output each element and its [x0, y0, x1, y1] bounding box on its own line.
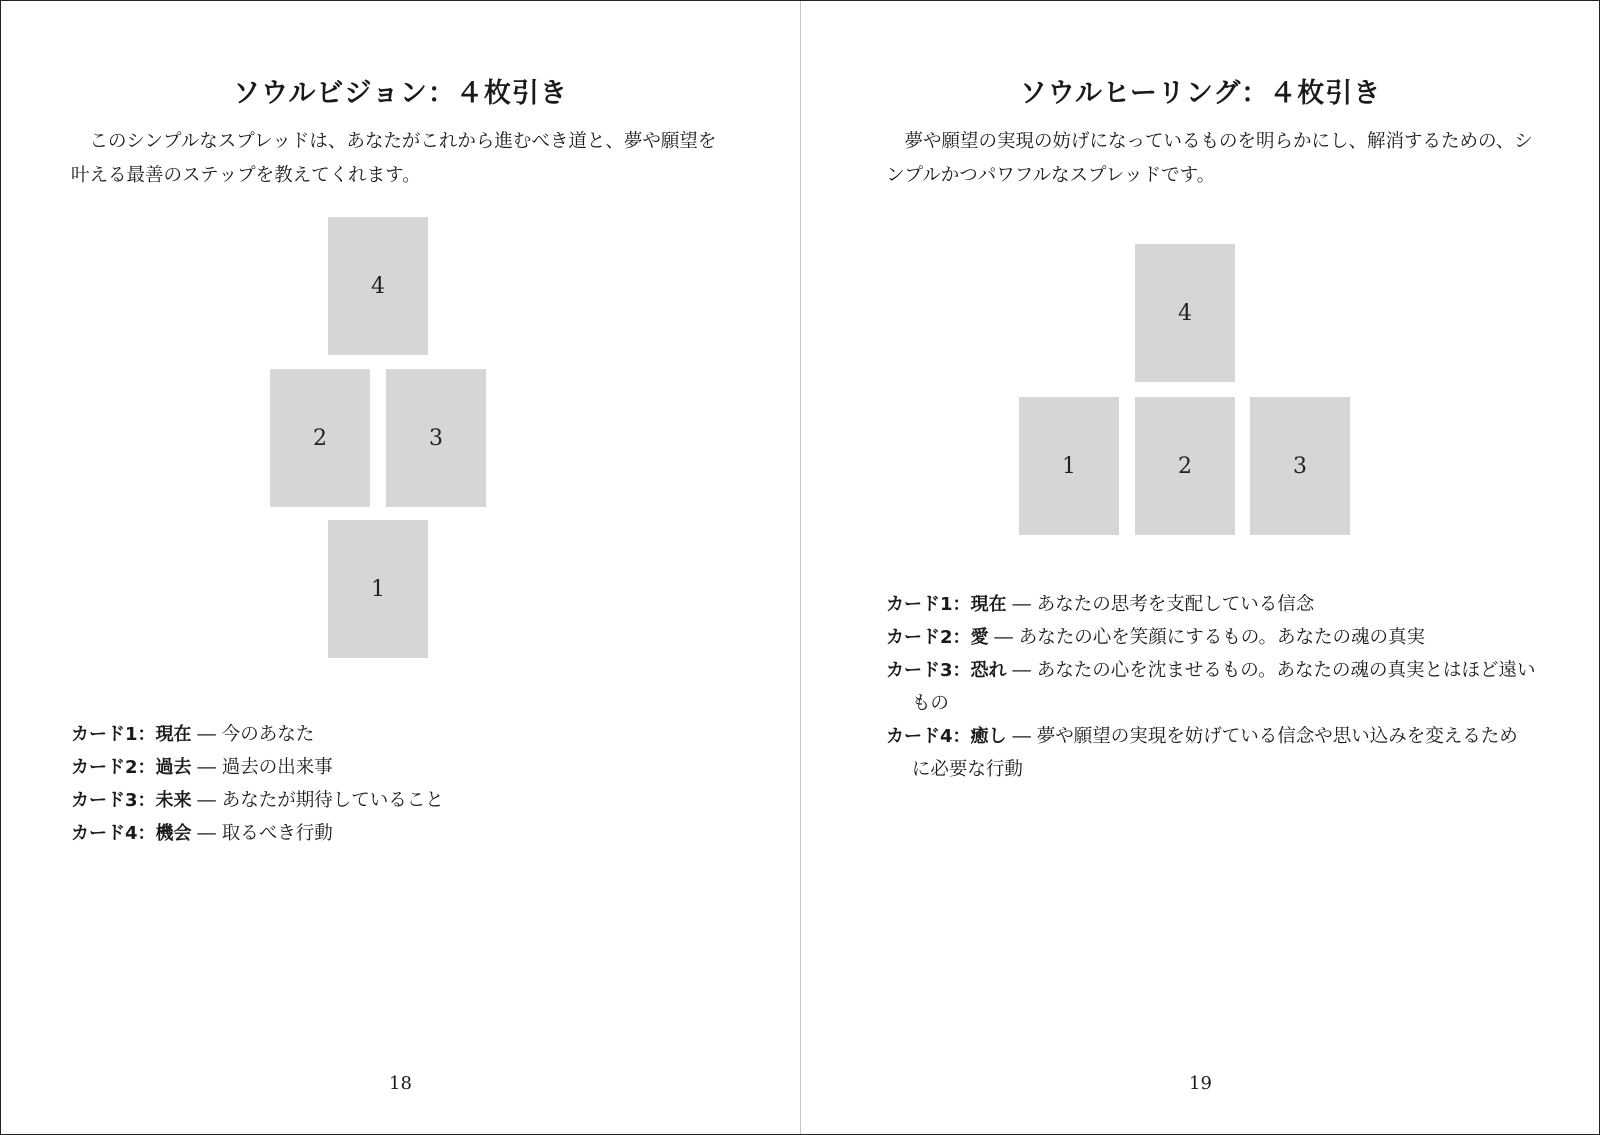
card-definition	[886, 720, 1536, 786]
intro-text	[71, 125, 721, 193]
page-title: ソウルビジョン：４枚引き	[233, 78, 568, 109]
tarot-card-position-3: 3	[386, 369, 486, 507]
card-definition-label: カード4：機会	[71, 823, 192, 844]
card-definition-label: カード3：恐れ	[886, 660, 1007, 681]
intro-text	[886, 125, 1536, 193]
card-definition	[71, 817, 731, 850]
card-definition-text: ― あなたの心を笑顔にするもの。あなたの魂の真実	[988, 627, 1426, 648]
tarot-card-position-1: 1	[1019, 397, 1119, 535]
card-definition-text: ― 今のあなた	[191, 724, 315, 745]
card-definition-label: カード2：愛	[886, 627, 989, 648]
intro-paragraph: このシンプルなスプレッドは、あなたがこれから進むべき道と、夢や願望を叶える最善のステップを教えてくれます。	[71, 131, 717, 186]
tarot-card-position-1: 1	[328, 520, 428, 658]
page-number: 18	[389, 1073, 412, 1094]
card-definition-label: カード2：過去	[71, 757, 192, 778]
intro-paragraph: 夢や願望の実現の妨げになっているものを明らかにし、解消するための、シンプルかつパワフルなスプレッドです。	[886, 131, 1533, 186]
card-definitions	[886, 588, 1536, 786]
tarot-card-position-2: 2	[1135, 397, 1235, 535]
tarot-card-position-2: 2	[270, 369, 370, 507]
tarot-card-position-3: 3	[1250, 397, 1350, 535]
page-right	[801, 1, 1600, 1134]
card-definition	[71, 784, 731, 817]
card-definition-text: ― 過去の出来事	[191, 757, 333, 778]
page-number: 19	[1189, 1073, 1212, 1094]
card-definition	[886, 621, 1536, 654]
page-title: ソウルヒーリング：４枚引き	[1019, 78, 1382, 109]
tarot-card-position-4: 4	[328, 217, 428, 355]
card-definition-text: ― 取るべき行動	[191, 823, 333, 844]
card-definition-text: ― あなたの心を沈ませるもの。あなたの魂の真実とはほど遠いもの	[911, 660, 1536, 714]
card-definition-text: ― あなたが期待していること	[191, 790, 444, 811]
card-definition-text: ― あなたの思考を支配している信念	[1006, 594, 1315, 615]
card-definition-label: カード3：未来	[71, 790, 192, 811]
card-definition-label: カード4：癒し	[886, 726, 1007, 747]
card-definition-label: カード1：現在	[886, 594, 1007, 615]
card-definition	[71, 751, 731, 784]
tarot-card-position-4: 4	[1135, 244, 1235, 382]
card-definition-label: カード1：現在	[71, 724, 192, 745]
card-definition	[886, 588, 1536, 621]
card-definition	[886, 654, 1536, 720]
card-definition-text: ― 夢や願望の実現を妨げている信念や思い込みを変えるために必要な行動	[911, 726, 1518, 780]
card-definitions	[71, 718, 731, 850]
page-left	[1, 1, 800, 1134]
card-definition	[71, 718, 731, 751]
